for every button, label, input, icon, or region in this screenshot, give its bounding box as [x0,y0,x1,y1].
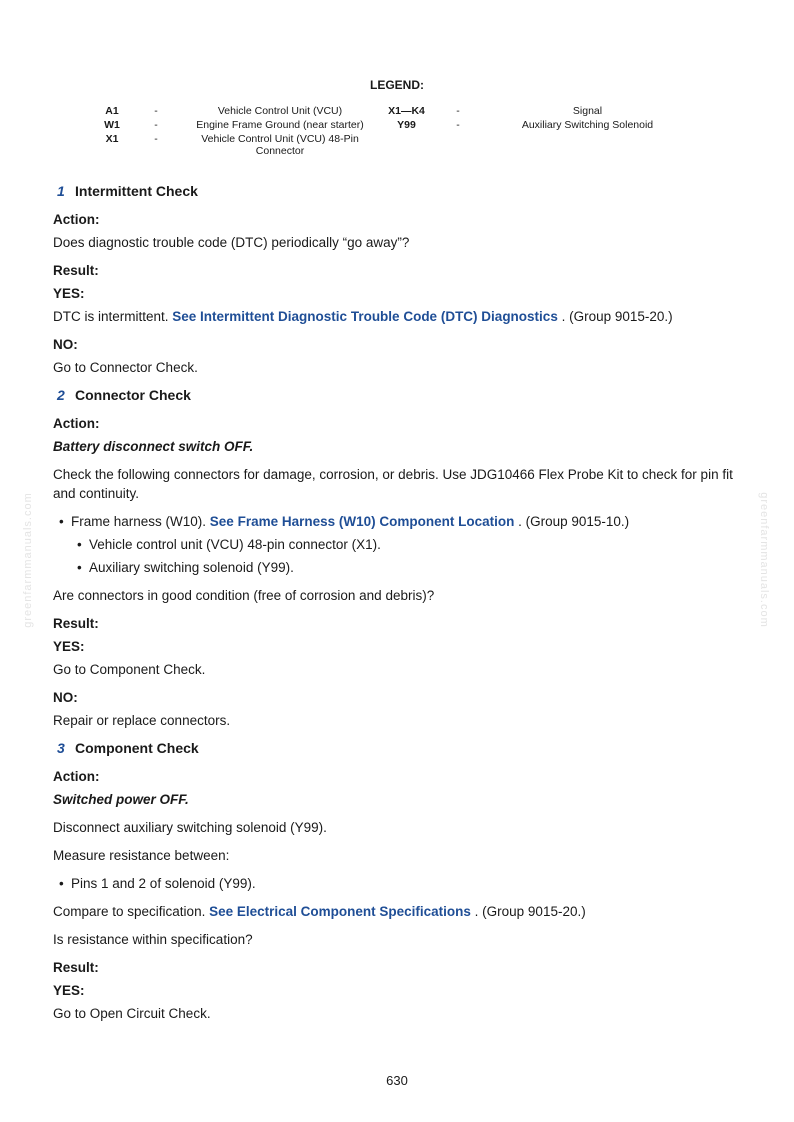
legend-dash: - [154,105,158,117]
legend-desc: Engine Frame Ground (near starter) [196,119,364,131]
action-text: Check the following connectors for damage, corrosion, or debris. Use JDG10466 Flex Probe Kit to check for pin fit and continuity. [53,467,733,501]
legend-dash: - [456,119,460,131]
procedure-content [53,182,753,1032]
compare-text [53,902,753,921]
watermark-right: greenfarmmanuals.com [758,492,770,628]
yes-text-prefix: DTC is intermittent. [53,309,173,324]
question-text: Is resistance within specification? [53,932,253,947]
action-label: Action: [53,416,100,431]
yes-text: Go to Component Check. [53,662,206,677]
measure-list [53,874,753,893]
page-number: 630 [386,1073,408,1088]
watermark-left: greenfarmmanuals.com [22,492,34,628]
step-heading [57,386,753,405]
no-label: NO: [53,337,78,352]
step-title: Connector Check [75,387,191,403]
legend-code [377,132,436,158]
legend-code: Y99 [397,119,416,131]
legend-code: W1 [104,119,120,131]
no-text: Repair or replace connectors. [53,713,231,728]
bullet-prefix: Frame harness (W10). [71,514,210,529]
step-heading [57,182,753,201]
legend-desc: Auxiliary Switching Solenoid [521,119,654,131]
question-text: Are connectors in good condition (free of corrosion and debris)? [53,588,435,603]
legend-dash: - [154,133,158,145]
legend-table [95,104,695,158]
result-label: Result: [53,263,99,278]
yes-text: Go to Open Circuit Check. [53,1006,211,1021]
legend-code: X1 [105,133,119,145]
connector-list [53,512,753,577]
step-number: 2 [57,387,65,403]
connector-sublist [71,535,753,577]
action-text: Disconnect auxiliary switching solenoid (Y99). [53,820,327,835]
legend-desc: Signal [572,105,603,117]
step-number: 1 [57,183,65,199]
legend-row [95,118,695,132]
legend-desc [480,132,695,158]
legend-code: A1 [105,105,119,117]
bullet-suffix: . (Group 9015-10.) [514,514,630,529]
action-text: Measure resistance between: [53,848,230,863]
compare-suffix: . (Group 9015-20.) [470,904,586,919]
yes-label: YES: [53,983,85,998]
intermittent-dtc-link[interactable]: See Intermittent Diagnostic Trouble Code (DTC) Diagnostics [172,309,558,324]
legend-code: X1—K4 [388,105,425,117]
legend-row [95,132,695,158]
yes-text [53,307,753,326]
action-text: Does diagnostic trouble code (DTC) periodically “go away”? [53,235,410,250]
action-label: Action: [53,212,100,227]
action-emphasis: Battery disconnect switch OFF. [53,439,254,454]
list-item: • Vehicle control unit (VCU) 48-pin connector (X1). [89,535,753,554]
electrical-specs-link[interactable]: See Electrical Component Specifications [209,904,471,919]
step-title: Intermittent Check [75,183,198,199]
legend-desc: Vehicle Control Unit (VCU) 48-Pin Connector [201,133,359,157]
legend-desc: Vehicle Control Unit (VCU) [217,105,343,117]
result-label: Result: [53,960,99,975]
legend-dash [436,132,480,158]
list-item: • Auxiliary switching solenoid (Y99). [89,558,753,577]
legend-title: LEGEND: [370,78,424,92]
frame-harness-link[interactable]: See Frame Harness (W10) Component Location [209,514,515,529]
step-heading [57,739,753,758]
yes-label: YES: [53,286,85,301]
action-label: Action: [53,769,100,784]
legend-dash: - [154,119,158,131]
step-title: Component Check [75,740,199,756]
yes-text-suffix: . (Group 9015-20.) [557,309,673,324]
legend-row [95,104,695,118]
legend-dash: - [456,105,460,117]
result-label: Result: [53,616,99,631]
list-item [71,512,753,577]
step-number: 3 [57,740,65,756]
action-emphasis: Switched power OFF. [53,792,189,807]
list-item: • Pins 1 and 2 of solenoid (Y99). [71,874,753,893]
no-label: NO: [53,690,78,705]
yes-label: YES: [53,639,85,654]
compare-prefix: Compare to specification. [53,904,210,919]
no-text: Go to Connector Check. [53,360,198,375]
